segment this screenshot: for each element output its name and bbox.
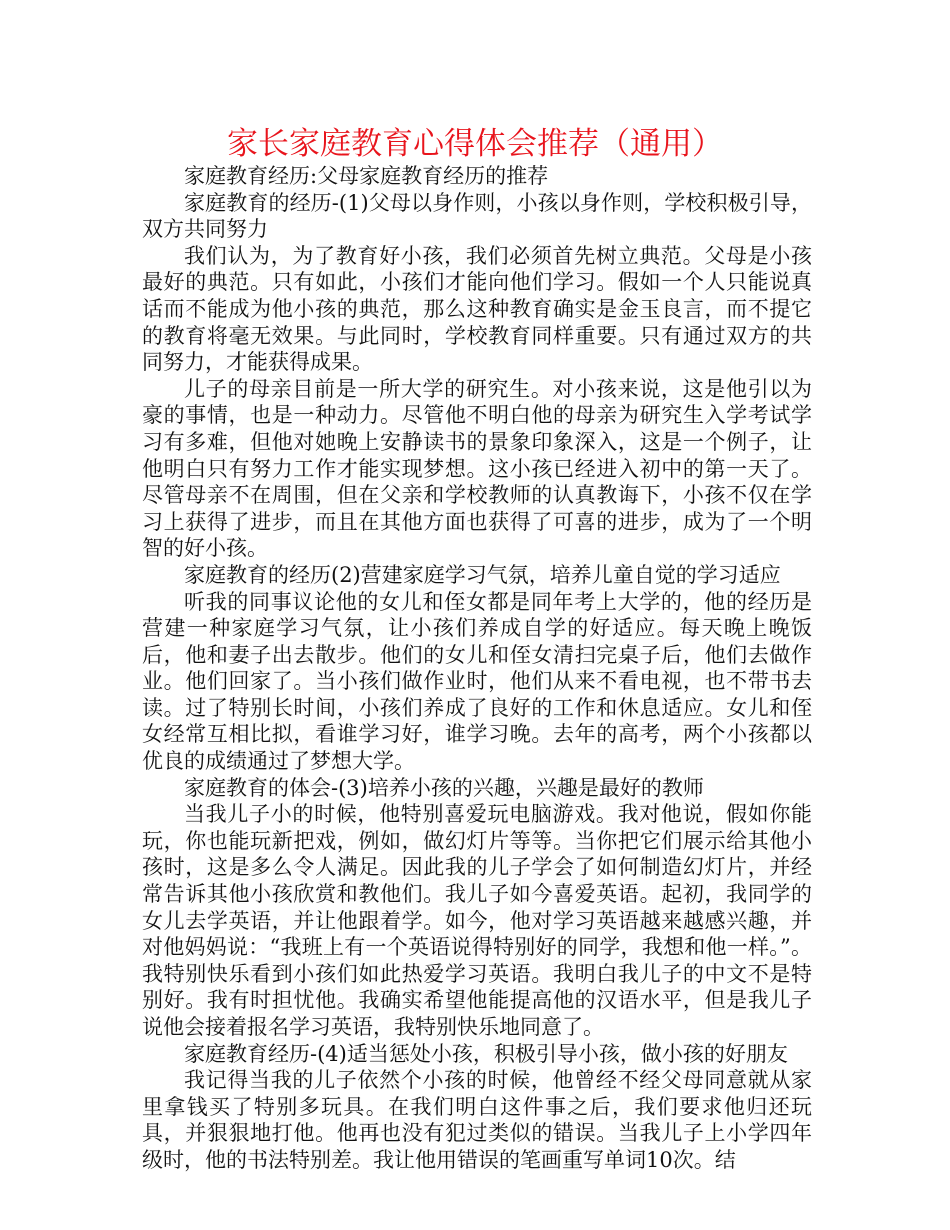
- paragraph-section-3-heading: 家庭教育的体会-(3)培养小孩的兴趣，兴趣是最好的教师: [184, 775, 704, 800]
- paragraph-section-4-body: 我记得当我的儿子依然个小孩的时候，他曾经不经父母同意就从家里拿钱买了特别多玩具。在我们明白这件事之后，我们要求他归还玩具，并狠狠地打他。他再也没有犯过类似的错误。当我儿子上小学四年级时，他的书法特别差。我让他用错误的笔画重写单词10次。结: [142, 1068, 812, 1172]
- paragraph-section-4-heading: 家庭教育经历-(4)适当惩处小孩，积极引导小孩，做小孩的好朋友: [184, 1041, 788, 1066]
- document-body: [142, 163, 812, 1174]
- paragraph-section-3-body: 当我儿子小的时候，他特别喜爱玩电脑游戏。我对他说，假如你能玩，你也能玩新把戏，例如，做幻灯片等等。当你把它们展示给其他小孩时，这是多么令人满足。因此我的儿子学会了如何制造幻灯片，并经常告诉其他小孩欣赏和教他们。我儿子如今喜爱英语。起初，我同学的女儿去学英语，并让他跟着学。如今，他对学习英语越来越感兴趣，并对他妈妈说：“我班上有一个英语说得特别好的同学，我想和他一样。”。我特别快乐看到小孩们如此热爱学习英语。我明白我儿子的中文不是特别好。我有时担忧他。我确实希望他能提高他的汉语水平，但是我儿子说他会接着报名学习英语，我特别快乐地同意了。: [142, 802, 812, 1039]
- paragraph-intro-heading: 家庭教育经历:父母家庭教育经历的推荐: [184, 164, 549, 188]
- paragraph-section-2-heading: 家庭教育的经历(2)营建家庭学习气氛，培养儿童自觉的学习适应: [184, 562, 781, 587]
- paragraph-section-1-heading: 家庭教育的经历-(1)父母以身作则，小孩以身作则，学校积极引导，双方共同努力: [142, 190, 812, 242]
- paragraph-section-2-body: 听我的同事议论他的女儿和侄女都是同年考上大学的，他的经历是营建一种家庭学习气氛，让小孩们养成自学的好适应。每天晚上晚饭后，他和妻子出去散步。他们的女儿和侄女清扫完桌子后，他们去做作业。他们回家了。当小孩们做作业时，他们从来不看电视，也不带书去读。过了特别长时间，小孩们养成了良好的工作和休息适应。女儿和侄女经常互相比拟，看谁学习好，谁学习晚。去年的高考，两个小孩都以优良的成绩通过了梦想大学。: [142, 589, 812, 774]
- paragraph-section-1-body: 我们认为，为了教育好小孩，我们必须首先树立典范。父母是小孩最好的典范。只有如此，小孩们才能向他们学习。假如一个人只能说真话而不能成为他小孩的典范，那么这种教育确实是金玉良言，而不提它的教育将毫无效果。与此同时，学校教育同样重要。只有通过双方的共同努力，才能获得成果。: [142, 243, 812, 375]
- paragraph-section-1-example: 儿子的母亲目前是一所大学的研究生。对小孩来说，这是他引以为豪的事情，也是一种动力。尽管他不明白他的母亲为研究生入学考试学习有多难，但他对她晚上安静读书的景象印象深入，这是一个例子，让他明白只有努力工作才能实现梦想。这小孩已经进入初中的第一天了。尽管母亲不在周围，但在父亲和学校教师的认真教诲下，小孩不仅在学习上获得了进步，而且在其他方面也获得了可喜的进步，成为了一个明智的好小孩。: [142, 376, 812, 561]
- document-title: 家长家庭教育心得体会推荐（通用）: [227, 126, 723, 162]
